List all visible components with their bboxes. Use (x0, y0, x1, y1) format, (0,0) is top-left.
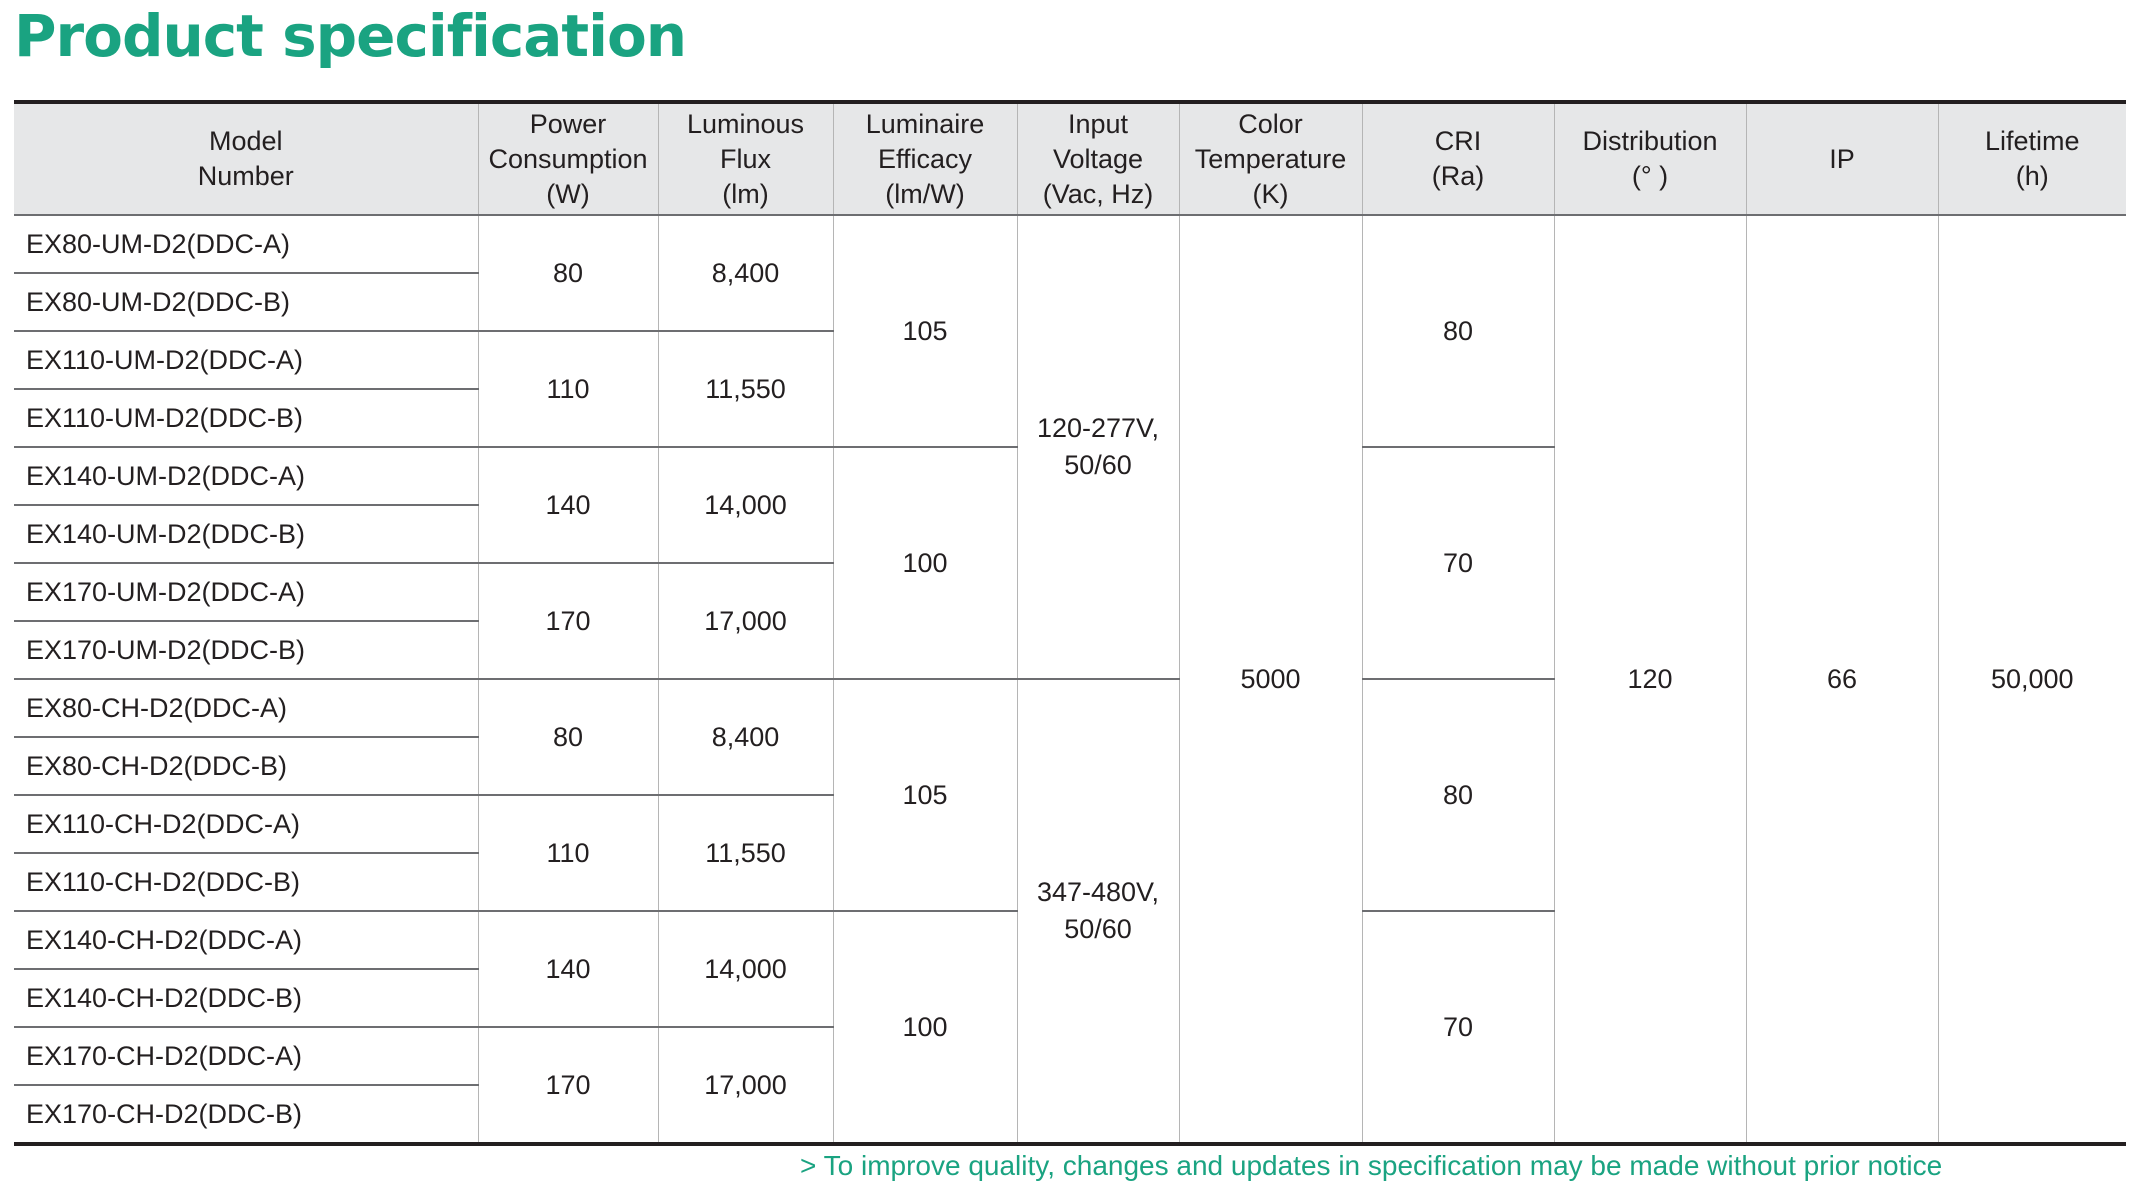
power-cell: 170 (478, 1027, 658, 1144)
power-cell: 110 (478, 331, 658, 447)
cri-cell: 80 (1362, 215, 1554, 447)
header-input-voltage: Input Voltage (Vac, Hz) (1017, 102, 1179, 215)
flux-cell: 11,550 (658, 331, 833, 447)
flux-cell: 8,400 (658, 679, 833, 795)
model-number-cell: EX140-UM-D2(DDC-B) (14, 505, 478, 563)
page-title: Product specification (14, 2, 687, 70)
cri-cell: 80 (1362, 679, 1554, 911)
header-ip: IP (1746, 102, 1938, 215)
model-number-cell: EX80-UM-D2(DDC-A) (14, 215, 478, 273)
model-number-cell: EX170-CH-D2(DDC-B) (14, 1085, 478, 1144)
model-number-cell: EX80-UM-D2(DDC-B) (14, 273, 478, 331)
header-lifetime: Lifetime (h) (1938, 102, 2126, 215)
voltage-cell: 120-277V, 50/60 (1017, 215, 1179, 679)
flux-cell: 17,000 (658, 1027, 833, 1144)
efficacy-cell: 105 (833, 215, 1017, 447)
model-number-cell: EX110-UM-D2(DDC-B) (14, 389, 478, 447)
model-number-cell: EX110-CH-D2(DDC-A) (14, 795, 478, 853)
distribution-cell: 120 (1554, 215, 1746, 1144)
model-number-cell: EX170-UM-D2(DDC-B) (14, 621, 478, 679)
voltage-cell: 347-480V, 50/60 (1017, 679, 1179, 1144)
model-number-cell: EX80-CH-D2(DDC-A) (14, 679, 478, 737)
model-number-cell: EX170-CH-D2(DDC-A) (14, 1027, 478, 1085)
power-cell: 140 (478, 447, 658, 563)
model-number-cell: EX170-UM-D2(DDC-A) (14, 563, 478, 621)
ip-cell: 66 (1746, 215, 1938, 1144)
flux-cell: 14,000 (658, 911, 833, 1027)
model-number-cell: EX140-UM-D2(DDC-A) (14, 447, 478, 505)
header-luminous-flux: Luminous Flux (lm) (658, 102, 833, 215)
model-number-cell: EX110-UM-D2(DDC-A) (14, 331, 478, 389)
lifetime-cell: 50,000 (1938, 215, 2126, 1144)
efficacy-cell: 100 (833, 911, 1017, 1144)
efficacy-cell: 100 (833, 447, 1017, 679)
model-number-cell: EX140-CH-D2(DDC-A) (14, 911, 478, 969)
header-row (14, 102, 2126, 215)
header-distribution: Distribution (° ) (1554, 102, 1746, 215)
model-number-cell: EX140-CH-D2(DDC-B) (14, 969, 478, 1027)
cri-cell: 70 (1362, 447, 1554, 679)
flux-cell: 17,000 (658, 563, 833, 679)
power-cell: 80 (478, 679, 658, 795)
flux-cell: 11,550 (658, 795, 833, 911)
table-row (14, 215, 2126, 273)
efficacy-cell: 105 (833, 679, 1017, 911)
cri-cell: 70 (1362, 911, 1554, 1144)
power-cell: 80 (478, 215, 658, 331)
header-color-temperature: Color Temperature (K) (1179, 102, 1362, 215)
power-cell: 110 (478, 795, 658, 911)
header-model-number: Model Number (14, 102, 478, 215)
color-temperature-cell: 5000 (1179, 215, 1362, 1144)
header-luminaire-efficacy: Luminaire Efficacy (lm/W) (833, 102, 1017, 215)
model-number-cell: EX110-CH-D2(DDC-B) (14, 853, 478, 911)
specification-notice: > To improve quality, changes and updates in specification may be made without prior notice (800, 1150, 1943, 1181)
header-cri: CRI (Ra) (1362, 102, 1554, 215)
power-cell: 170 (478, 563, 658, 679)
power-cell: 140 (478, 911, 658, 1027)
flux-cell: 8,400 (658, 215, 833, 331)
flux-cell: 14,000 (658, 447, 833, 563)
header-power-consumption: Power Consumption (W) (478, 102, 658, 215)
model-number-cell: EX80-CH-D2(DDC-B) (14, 737, 478, 795)
spec-table (14, 100, 2126, 1146)
